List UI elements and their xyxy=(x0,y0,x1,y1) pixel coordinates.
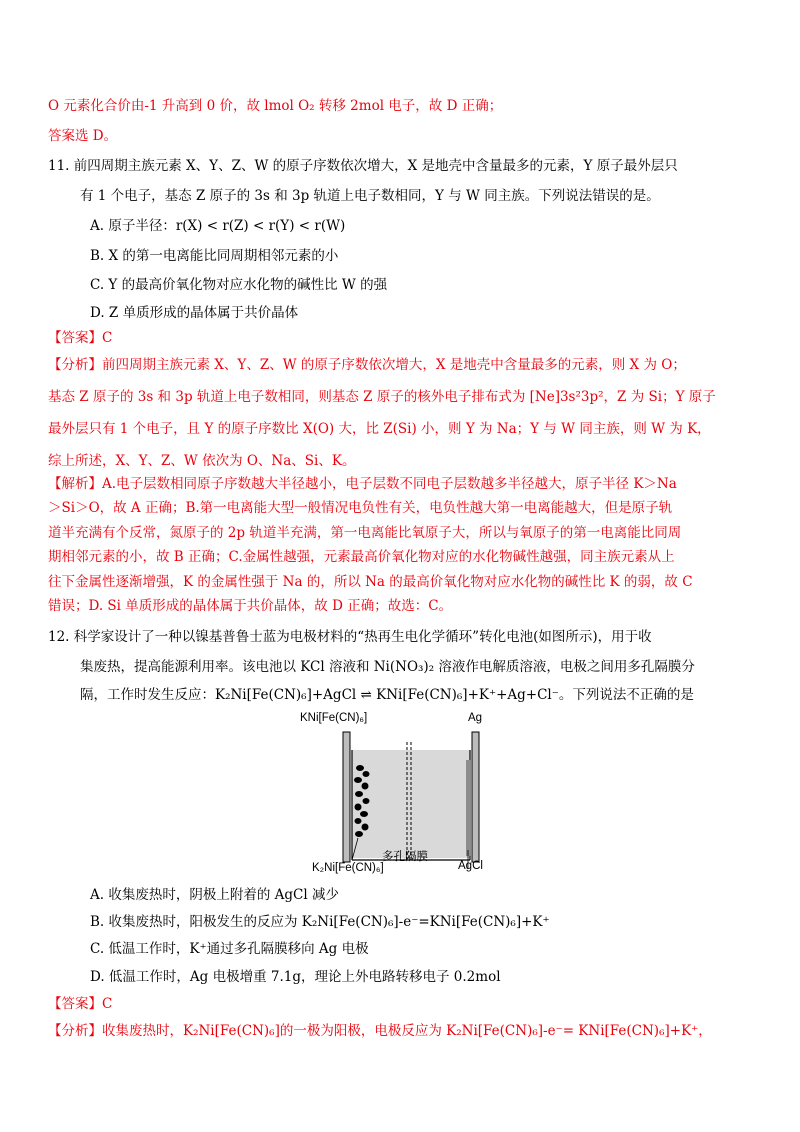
q11-option-d: D. Z 单质形成的晶体属于共价晶体 xyxy=(90,305,299,321)
q11-option-b: B. X 的第一电离能比同周期相邻元素的小 xyxy=(90,248,339,264)
q12-analysis-line1: 【分析】收集废热时，K₂Ni[Fe(CN)₆]的一极为阳极，电极反应为 K₂Ni[Fe(CN)₆]-e⁻= KNi[Fe(CN)₆]+K⁺， xyxy=(48,1023,712,1039)
q12-stem-line1: 12. 科学家设计了一种以镍基普鲁士蓝为电极材料的“热再生电化学循环”转化电池(如图所示)，用于收 xyxy=(48,629,652,645)
q12-option-b: B. 收集废热时，阳极发生的反应为 K₂Ni[Fe(CN)₆]-e⁻=KNi[Fe(CN)₆]+K⁺ xyxy=(90,914,550,930)
q12-stem-line2: 集废热，提高能源利用率。该电池以 KCl 溶液和 Ni(NO₃)₂ 溶液作电解质溶液，电极之间用多孔隔膜分 xyxy=(80,659,695,675)
q12-option-d: D. 低温工作时，Ag 电极增重 7.1g，理论上外电路转移电子 0.2mol xyxy=(90,969,501,985)
agcl-layer xyxy=(466,760,471,856)
q11-option-c: C. Y 的最高价氧化物对应水化物的碱性比 W 的强 xyxy=(90,277,388,293)
label-kni-electrode: KNi[Fe(CN)₆] xyxy=(300,712,368,724)
left-electrode xyxy=(343,732,350,862)
q11-analysis-line3: 最外层只有 1 个电子，且 Y 的原子序数比 X(O) 大，比 Z(Si) 小，则 Y 为 Na；Y 与 W 同主族，则 W 为 K， xyxy=(48,421,711,437)
prev-answer-conclusion: 答案选 D。 xyxy=(48,128,118,144)
right-electrode xyxy=(472,732,479,862)
q11-explanation-line1: 【解析】A.电子层数相同原子序数越大半径越小，电子层数不同电子层数越多半径越大，原子半径 K＞Na xyxy=(48,476,677,492)
q11-explanation-line6: 错误；D. Si 单质形成的晶体属于共价晶体，故 D 正确；故选：C。 xyxy=(48,598,453,614)
q11-analysis-line4: 综上所述，X、Y、Z、W 依次为 O、Na、Si、K。 xyxy=(48,453,356,469)
q11-explanation-line2: ＞Si＞O，故 A 正确；B.第一电离能大型一般情况电负性有关，电负性越大第一电离能越大，但是原子轨 xyxy=(48,500,673,516)
label-k2ni-particles: K₂Ni[Fe(CN)₆] xyxy=(312,862,384,874)
q12-stem-line3: 隔，工作时发生反应：K₂Ni[Fe(CN)₆]+AgCl ⇌ KNi[Fe(CN)₆]+K⁺+Ag+Cl⁻。下列说法不正确的是 xyxy=(80,687,694,703)
prev-answer-line: O 元素化合价由-1 升高到 0 价，故 lmol O₂ 转移 2mol 电子，故 D 正确； xyxy=(48,98,503,114)
q11-explanation-line3: 道半充满有个反常，氮原子的 2p 轨道半充满，第一电离能比氧原子大，所以与氧原子的第一电离能比同周 xyxy=(48,525,682,541)
q11-analysis-line2: 基态 Z 原子的 3s 和 3p 轨道上电子数相同，则基态 Z 原子的核外电子排布式为 [Ne]3s²3p²，Z 为 Si；Y 原子 xyxy=(48,389,716,405)
q11-option-a: A. 原子半径：r(X) < r(Z) < r(Y) < r(W) xyxy=(90,218,346,234)
label-ag-electrode: Ag xyxy=(468,712,483,724)
q11-analysis-line1: 【分析】前四周期主族元素 X、Y、Z、W 的原子序数依次增大，X 是地壳中含量最多的元素，则 X 为 O； xyxy=(48,357,686,373)
q11-stem-line2: 有 1 个电子，基态 Z 原子的 3s 和 3p 轨道上电子数相同，Y 与 W 同主族。下列说法错误的是。 xyxy=(80,188,660,204)
q12-option-a: A. 收集废热时，阴极上附着的 AgCl 减少 xyxy=(90,887,339,903)
cell-figure xyxy=(300,710,500,880)
q12-option-c: C. 低温工作时，K⁺通过多孔隔膜移向 Ag 电极 xyxy=(90,941,369,957)
q11-stem-line1: 11. 前四周期主族元素 X、Y、Z、W 的原子序数依次增大，X 是地壳中含量最多的元素，Y 原子最外层只 xyxy=(48,158,678,174)
q12-answer: 【答案】C xyxy=(48,996,113,1012)
label-porous-membrane: 多孔隔膜 xyxy=(382,851,428,863)
label-agcl: AgCl xyxy=(458,860,483,872)
q11-answer: 【答案】C xyxy=(48,330,113,346)
q11-explanation-line5: 往下金属性逐渐增强，K 的金属性强于 Na 的，所以 Na 的最高价氧化物对应水化物的碱性比 K 的弱，故 C xyxy=(48,574,693,590)
q11-explanation-line4: 期相邻元素的小，故 B 正确；C.金属性越强，元素最高价氧化物对应的水化物碱性越强，同主族元素从上 xyxy=(48,549,675,565)
